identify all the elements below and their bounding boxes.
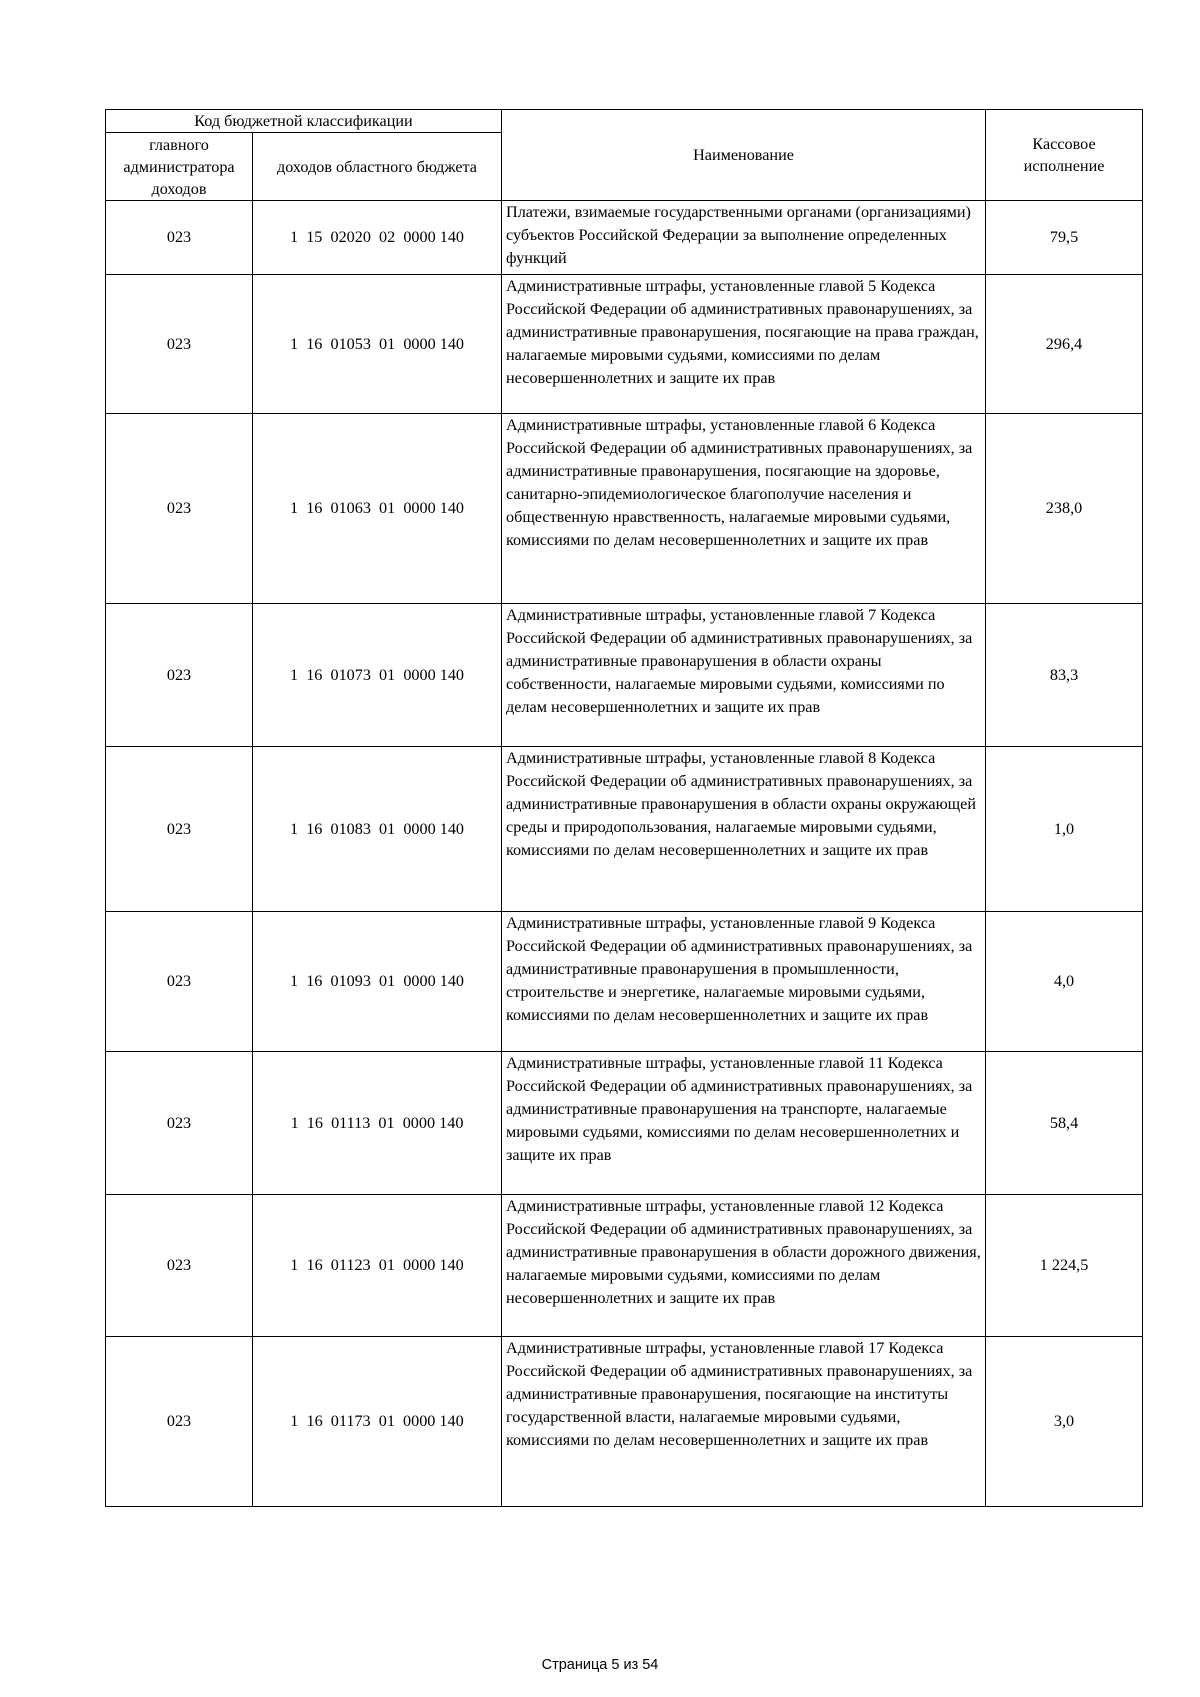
revenue-name-cell: Административные штрафы, установленные главой 12 Кодекса Российской Федерации об административных правонарушениях, за административные правонарушения в области дорожного движения, налагаемые мировыми судьями, комиссиями по делам несовершеннолетних и защите их прав: [502, 1195, 986, 1337]
revenue-name-cell: Административные штрафы, установленные главой 17 Кодекса Российской Федерации об административных правонарушениях, за административные правонарушения, посягающие на институты государственной власти, налагаемые мировыми судьями, комиссиями по делам несовершеннолетних и защите их прав: [502, 1337, 986, 1507]
revenue-classification-code-cell: 1 16 01063 01 0000 140: [253, 414, 502, 604]
table-body: [106, 201, 1143, 1507]
revenue-classification-code-cell: 1 16 01073 01 0000 140: [253, 604, 502, 747]
revenue-classification-code-cell: 1 15 02020 02 0000 140: [253, 201, 502, 275]
revenue-classification-code-cell: 1 16 01093 01 0000 140: [253, 912, 502, 1052]
revenue-name-cell: Административные штрафы, установленные главой 5 Кодекса Российской Федерации об административных правонарушениях, за административные правонарушения, посягающие на права граждан, налагаемые мировыми судьями, комиссиями по делам несовершеннолетних и защите их прав: [502, 275, 986, 414]
revenue-classification-code-cell: 1 16 01113 01 0000 140: [253, 1052, 502, 1195]
header-chief-administrator: главного администратора доходов: [106, 133, 253, 201]
revenue-classification-code-cell: 1 16 01083 01 0000 140: [253, 747, 502, 912]
revenue-name-cell: Административные штрафы, установленные главой 8 Кодекса Российской Федерации об административных правонарушениях, за административные правонарушения в области охраны окружающей среды и природопользования, налагаемые мировыми судьями, комиссиями по делам несовершеннолетних и защите их прав: [502, 747, 986, 912]
cash-execution-amount-cell: 296,4: [986, 275, 1143, 414]
cash-execution-amount-cell: 1 224,5: [986, 1195, 1143, 1337]
revenue-classification-code-cell: 1 16 01173 01 0000 140: [253, 1337, 502, 1507]
cash-execution-amount-cell: 238,0: [986, 414, 1143, 604]
page-number: Страница 5 из 54: [541, 1657, 659, 1673]
chief-administrator-code-cell: 023: [106, 1195, 253, 1337]
chief-administrator-code-cell: 023: [106, 604, 253, 747]
table-row: [106, 201, 1143, 275]
header-regional-revenue-code: доходов областного бюджета: [253, 133, 502, 201]
table-row: [106, 604, 1143, 747]
cash-execution-amount-cell: 3,0: [986, 1337, 1143, 1507]
revenue-name-cell: Платежи, взимаемые государственными органами (организациями) субъектов Российской Федерации за выполнение определенных функций: [502, 201, 986, 275]
chief-administrator-code-cell: 023: [106, 1337, 253, 1507]
chief-administrator-code-cell: 023: [106, 414, 253, 604]
chief-administrator-code-cell: 023: [106, 201, 253, 275]
header-budget-classification-code: Код бюджетной классификации: [106, 110, 502, 133]
revenue-name-cell: Административные штрафы, установленные главой 9 Кодекса Российской Федерации об административных правонарушениях, за административные правонарушения в промышленности, строительстве и энергетике, налагаемые мировыми судьями, комиссиями по делам несовершеннолетних и защите их прав: [502, 912, 986, 1052]
revenue-name-cell: Административные штрафы, установленные главой 6 Кодекса Российской Федерации об административных правонарушениях, за административные правонарушения, посягающие на здоровье, санитарно-эпидемиологическое благополучие населения и общественную нравственность, налагаемые мировыми судьями, комиссиями по делам несовершеннолетних и защите их прав: [502, 414, 986, 604]
cash-execution-amount-cell: 4,0: [986, 912, 1143, 1052]
revenue-name-cell: Административные штрафы, установленные главой 11 Кодекса Российской Федерации об административных правонарушениях, за административные правонарушения на транспорте, налагаемые мировыми судьями, комиссиями по делам несовершеннолетних и защите их прав: [502, 1052, 986, 1195]
chief-administrator-code-cell: 023: [106, 275, 253, 414]
header-cash-execution: Кассовое исполнение: [986, 110, 1143, 201]
revenue-name-cell: Административные штрафы, установленные главой 7 Кодекса Российской Федерации об административных правонарушениях, за административные правонарушения в области охраны собственности, налагаемые мировыми судьями, комиссиями по делам несовершеннолетних и защите их прав: [502, 604, 986, 747]
chief-administrator-code-cell: 023: [106, 1052, 253, 1195]
cash-execution-amount-cell: 79,5: [986, 201, 1143, 275]
table-row: [106, 414, 1143, 604]
revenue-classification-code-cell: 1 16 01123 01 0000 140: [253, 1195, 502, 1337]
cash-execution-amount-cell: 58,4: [986, 1052, 1143, 1195]
table-row: [106, 912, 1143, 1052]
chief-administrator-code-cell: 023: [106, 747, 253, 912]
cash-execution-amount-cell: 83,3: [986, 604, 1143, 747]
chief-administrator-code-cell: 023: [106, 912, 253, 1052]
table-row: [106, 1195, 1143, 1337]
header-name: Наименование: [502, 110, 986, 201]
cash-execution-amount-cell: 1,0: [986, 747, 1143, 912]
table-row: [106, 747, 1143, 912]
budget-revenue-table: [105, 109, 1143, 1507]
table-row: [106, 1337, 1143, 1507]
revenue-classification-code-cell: 1 16 01053 01 0000 140: [253, 275, 502, 414]
table-row: [106, 1052, 1143, 1195]
table-row: [106, 275, 1143, 414]
